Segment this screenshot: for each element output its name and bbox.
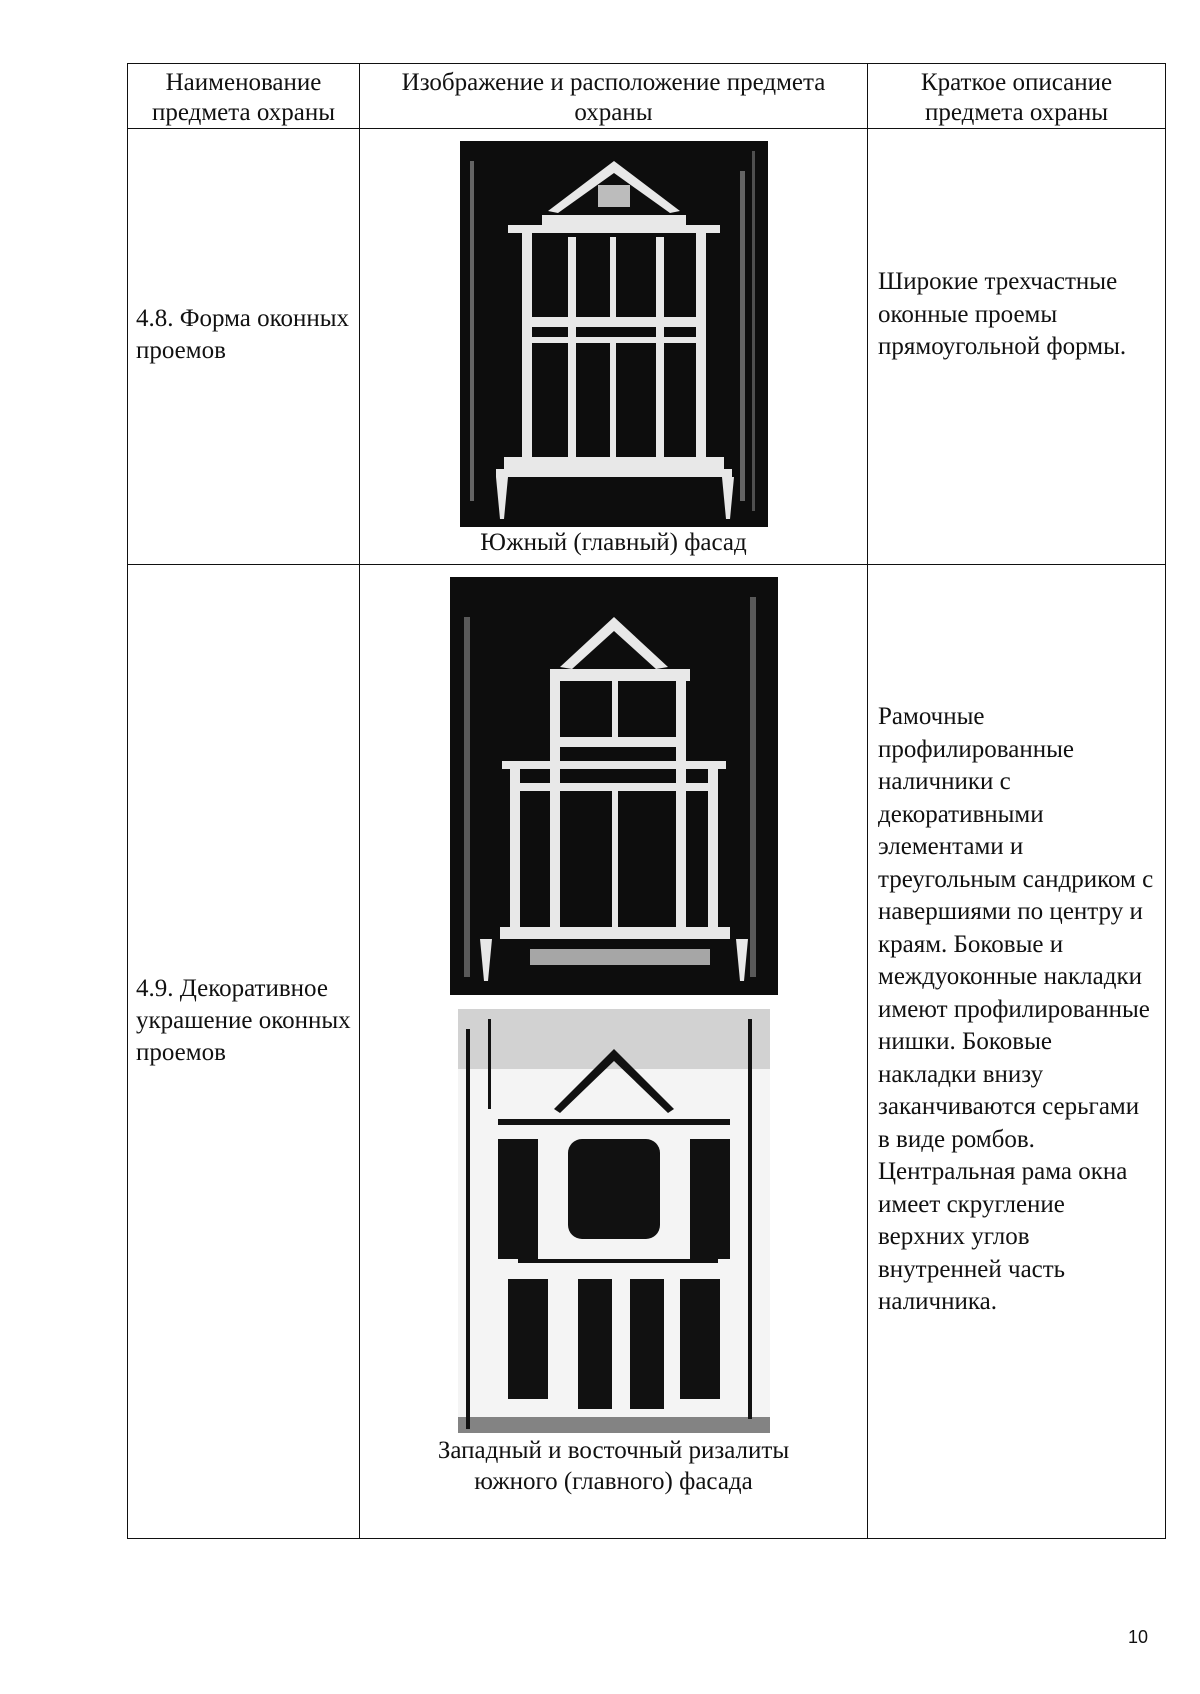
window-photo <box>460 141 768 527</box>
row-description: Рамочные профилированные наличники с декоративными элементами и треугольным сандриком с навершиями по центру и краям. Боковые и междуоконные накладки имеют профилированные нишки. Боковые накладки внизу заканчиваются серьгами в виде ромбов. Центральная рама окна имеет скругление верхних углов внутренней часть наличника. <box>878 703 1154 1315</box>
protection-table <box>127 63 1166 1539</box>
window-photo-west <box>450 577 778 995</box>
header-name: Наименование предмета охраны <box>128 64 360 129</box>
header-description: Краткое описание предмета охраны <box>868 64 1166 129</box>
row-description-cell <box>868 129 1166 565</box>
row-photo-cell <box>360 129 868 565</box>
row-description-cell <box>868 565 1166 1539</box>
header-image: Изображение и расположение предмета охраны <box>360 64 868 129</box>
row-name: 4.9. Декоративное украшение оконных проемов <box>136 975 351 1066</box>
row-photo-cell <box>360 565 868 1539</box>
row-name-cell <box>128 129 360 565</box>
window-photo-east <box>458 1009 770 1433</box>
photo-caption: Южный (главный) фасад <box>480 529 747 556</box>
table-row <box>128 565 1166 1539</box>
row-description: Широкие трехчастные оконные проемы прямоугольной формы. <box>878 268 1127 360</box>
row-name-cell <box>128 565 360 1539</box>
row-name: 4.8. Форма оконных проемов <box>136 305 350 364</box>
photo-caption: Западный и восточный ризалиты южного (главного) фасада <box>437 1437 790 1495</box>
table-row <box>128 129 1166 565</box>
page-number: 10 <box>1128 1627 1149 1647</box>
table-header-row <box>128 64 1166 129</box>
